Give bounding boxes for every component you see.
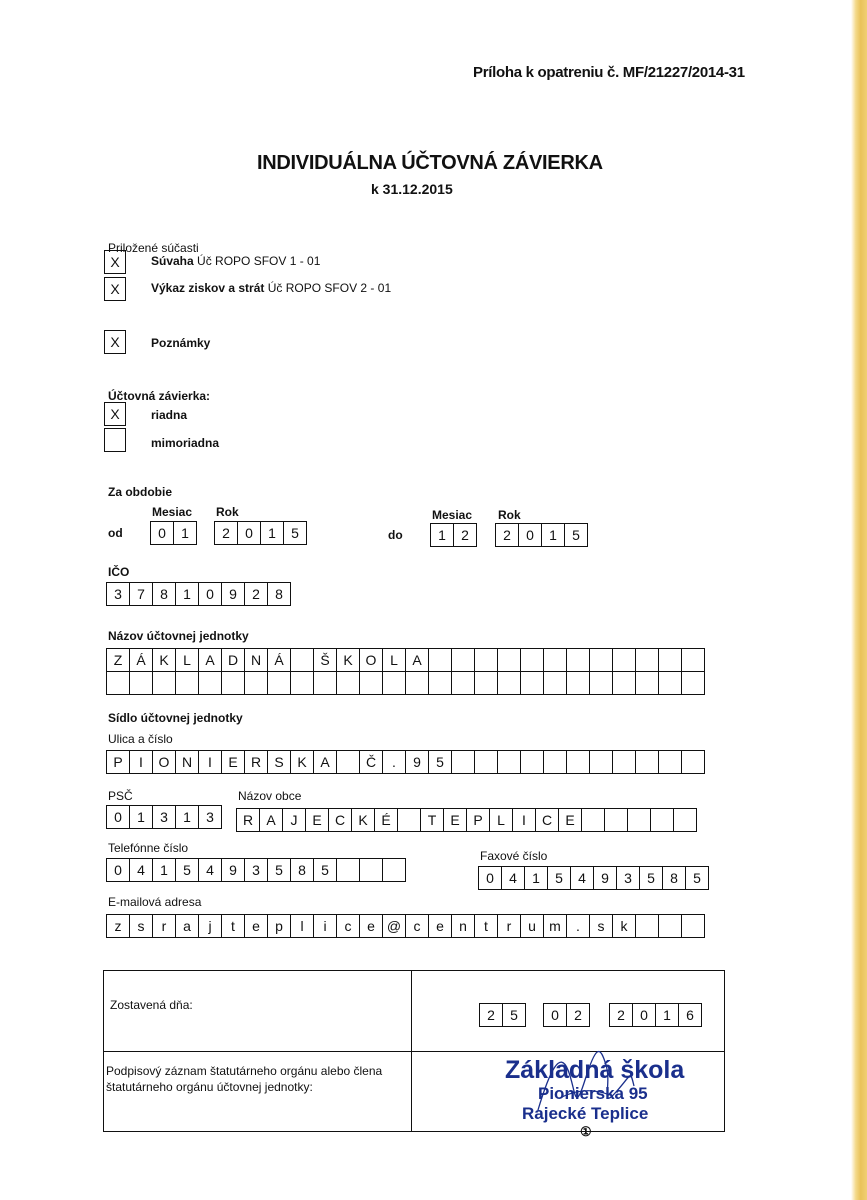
phone-label: Telefónne číslo [108,841,189,855]
closing-regular-checkbox[interactable]: X [104,402,126,426]
email-cells-cell[interactable]: . [566,914,590,938]
unit-name-row-1-cell[interactable]: Š [313,648,337,672]
psc-cells-cell[interactable]: 1 [175,805,199,829]
email-cells-cell[interactable]: j [198,914,222,938]
psc-label: PSČ [108,789,133,803]
street-cells-cell[interactable]: E [221,750,245,774]
attachment-checkbox-balance[interactable]: X [104,250,126,274]
compiled-day-cells-cell[interactable]: 5 [502,1003,526,1027]
psc-cells-cell[interactable]: 3 [152,805,176,829]
to-label: do [388,528,403,542]
unit-name-row-2-cell[interactable] [175,671,199,695]
email-cells-cell[interactable]: s [129,914,153,938]
unit-name-row-2-cell[interactable] [497,671,521,695]
town-cells-cell[interactable] [397,808,421,832]
to-month-cells[interactable] [430,523,477,547]
unit-name-row-2-cell[interactable] [244,671,268,695]
from-month-cells-cell[interactable]: 1 [173,521,197,545]
stamp-line-2: Pionierska 95 [538,1084,648,1103]
email-label: E-mailová adresa [108,895,202,909]
from-month-cells[interactable] [150,521,197,545]
psc-cells-cell[interactable]: 1 [129,805,153,829]
unit-name-row-2-cell[interactable] [359,671,383,695]
unit-name-label: Názov účtovnej jednotky [108,629,249,643]
fax-cells-cell[interactable]: 9 [593,866,617,890]
ico-cells-cell[interactable]: 1 [175,582,199,606]
to-year-cells-cell[interactable]: 5 [564,523,588,547]
attachment-form-profit-loss: Úč ROPO SFOV 2 - 01 [267,281,392,295]
street-cells-cell[interactable]: Č [359,750,383,774]
town-cells-cell[interactable]: L [489,808,513,832]
to-year-cells[interactable] [495,523,588,547]
from-month-label: Mesiac [152,505,193,519]
email-cells-cell[interactable]: m [543,914,567,938]
fax-cells-cell[interactable]: 0 [478,866,502,890]
street-cells-cell[interactable] [520,750,544,774]
to-year-cells-cell[interactable]: 2 [495,523,519,547]
email-cells-cell[interactable]: @ [382,914,406,938]
street-cells[interactable] [106,750,705,774]
town-cells-cell[interactable]: E [558,808,582,832]
ico-cells-cell[interactable]: 8 [152,582,176,606]
fax-cells-cell[interactable]: 1 [524,866,548,890]
street-cells-cell[interactable]: R [244,750,268,774]
unit-name-row-1-cell[interactable] [428,648,452,672]
email-cells-cell[interactable]: r [152,914,176,938]
town-cells-cell[interactable]: P [466,808,490,832]
unit-name-row-2-cell[interactable] [658,671,682,695]
unit-name-row-1-cell[interactable]: K [152,648,176,672]
compiled-year-cells-cell[interactable]: 6 [678,1003,702,1027]
document-date: k 31.12.2015 [371,181,453,197]
unit-name-row-1-cell[interactable] [658,648,682,672]
phone-cells-cell[interactable]: 5 [313,858,337,882]
email-cells-cell[interactable]: t [474,914,498,938]
unit-name-row-2-cell[interactable] [612,671,636,695]
street-cells-cell[interactable] [635,750,659,774]
attachments-label: Priložené súčasti [108,241,199,255]
unit-name-row-2-cell[interactable] [405,671,429,695]
town-cells-cell[interactable] [627,808,651,832]
ico-cells-cell[interactable]: 2 [244,582,268,606]
unit-name-row-2-cell[interactable] [635,671,659,695]
document-title: INDIVIDUÁLNA ÚČTOVNÁ ZÁVIERKA [257,152,603,174]
town-cells-cell[interactable]: C [328,808,352,832]
from-year-cells[interactable] [214,521,307,545]
town-label: Názov obce [238,789,302,803]
phone-cells-cell[interactable]: 4 [129,858,153,882]
signoff-column-divider [411,971,412,1131]
email-cells-cell[interactable] [635,914,659,938]
unit-name-row-2-cell[interactable] [520,671,544,695]
from-year-cells-cell[interactable]: 0 [237,521,261,545]
attachment-label-profit-loss [151,281,391,295]
from-month-cells-cell[interactable]: 0 [150,521,174,545]
street-cells-cell[interactable] [543,750,567,774]
phone-cells-cell[interactable] [359,858,383,882]
street-cells-cell[interactable]: K [290,750,314,774]
from-year-label: Rok [216,505,239,519]
town-cells-cell[interactable]: R [236,808,260,832]
ico-cells-cell[interactable]: 8 [267,582,291,606]
fax-cells[interactable] [478,866,709,890]
town-cells-cell[interactable]: T [420,808,444,832]
street-cells-cell[interactable]: I [198,750,222,774]
from-year-cells-cell[interactable]: 1 [260,521,284,545]
unit-name-row-1-cell[interactable]: L [382,648,406,672]
email-cells-cell[interactable]: l [290,914,314,938]
email-cells-cell[interactable]: e [359,914,383,938]
fax-label: Faxové číslo [480,849,548,863]
signature-label: Podpisový záznam štatutárneho orgánu alebo člena štatutárneho orgánu účtovnej jednotky: [106,1064,383,1094]
psc-cells[interactable] [106,805,222,829]
unit-name-row-1-cell[interactable]: A [198,648,222,672]
attachment-title-notes: Poznámky [151,336,211,350]
town-cells-cell[interactable]: E [305,808,329,832]
phone-cells-cell[interactable]: 0 [106,858,130,882]
email-cells-cell[interactable]: e [244,914,268,938]
unit-name-row-2-cell[interactable] [589,671,613,695]
ico-label: IČO [108,565,130,579]
unit-name-row-2-cell[interactable] [106,671,130,695]
compiled-day-cells[interactable] [479,1003,526,1027]
compiled-year-cells-cell[interactable]: 2 [609,1003,633,1027]
email-cells-cell[interactable]: c [336,914,360,938]
street-cells-cell[interactable]: 9 [405,750,429,774]
street-cells-cell[interactable]: N [175,750,199,774]
unit-name-row-1-cell[interactable] [497,648,521,672]
town-cells-cell[interactable] [673,808,697,832]
unit-name-row-1-cell[interactable] [681,648,705,672]
unit-name-row-1-cell[interactable] [474,648,498,672]
stamp-line-1: Základná škola [505,1056,685,1084]
email-cells-cell[interactable]: k [612,914,636,938]
phone-cells-cell[interactable]: 5 [267,858,291,882]
email-cells-cell[interactable]: e [428,914,452,938]
attachment-form-balance: Úč ROPO SFOV 1 - 01 [197,254,321,268]
unit-name-row-1-cell[interactable] [612,648,636,672]
attachment-title-profit-loss: Výkaz ziskov a strát [151,281,265,295]
town-cells-cell[interactable] [650,808,674,832]
from-label: od [108,526,123,540]
email-cells-cell[interactable]: r [497,914,521,938]
town-cells-cell[interactable]: J [282,808,306,832]
street-cells-cell[interactable] [336,750,360,774]
town-cells-cell[interactable] [604,808,628,832]
fax-cells-cell[interactable]: 5 [547,866,571,890]
closing-type-label: Účtovná závierka: [108,389,211,403]
attachment-checkbox-profit-loss[interactable]: X [104,277,126,301]
unit-name-row-1-cell[interactable] [566,648,590,672]
street-cells-cell[interactable] [612,750,636,774]
unit-name-row-2-cell[interactable] [543,671,567,695]
unit-name-row-1-cell[interactable]: D [221,648,245,672]
compiled-month-cells[interactable] [543,1003,590,1027]
closing-extraordinary-checkbox[interactable] [104,428,126,452]
unit-name-row-2-cell[interactable] [451,671,475,695]
street-cells-cell[interactable]: 5 [428,750,452,774]
compiled-day-cells-cell[interactable]: 2 [479,1003,503,1027]
street-cells-cell[interactable]: A [313,750,337,774]
unit-name-row-2-cell[interactable] [221,671,245,695]
unit-name-row-2-cell[interactable] [313,671,337,695]
street-cells-cell[interactable] [451,750,475,774]
town-cells-cell[interactable]: É [374,808,398,832]
unit-name-row-1-cell[interactable]: K [336,648,360,672]
unit-name-row-1-cell[interactable]: O [359,648,383,672]
town-cells-cell[interactable]: I [512,808,536,832]
compiled-year-cells-cell[interactable]: 0 [632,1003,656,1027]
to-month-label: Mesiac [432,508,473,522]
unit-name-row-2[interactable] [106,671,705,695]
town-cells-cell[interactable]: C [535,808,559,832]
ico-cells-cell[interactable]: 7 [129,582,153,606]
phone-cells-cell[interactable]: 5 [175,858,199,882]
email-cells-cell[interactable]: t [221,914,245,938]
unit-name-row-2-cell[interactable] [382,671,406,695]
to-year-label: Rok [498,508,521,522]
unit-name-row-2-cell[interactable] [428,671,452,695]
email-cells-cell[interactable] [658,914,682,938]
annex-reference: Príloha k opatreniu č. MF/21227/2014-31 [473,64,745,81]
email-cells-cell[interactable]: a [175,914,199,938]
unit-name-row-2-cell[interactable] [681,671,705,695]
street-cells-cell[interactable] [474,750,498,774]
fax-cells-cell[interactable]: 5 [639,866,663,890]
phone-cells-cell[interactable] [336,858,360,882]
street-label: Ulica a číslo [108,732,173,746]
town-cells-cell[interactable] [581,808,605,832]
email-cells-cell[interactable]: n [451,914,475,938]
to-month-cells-cell[interactable]: 1 [430,523,454,547]
street-cells-cell[interactable]: O [152,750,176,774]
phone-cells-cell[interactable]: 9 [221,858,245,882]
unit-name-row-1-cell[interactable] [543,648,567,672]
ico-cells[interactable] [106,582,291,606]
handwritten-signature [530,1040,640,1130]
street-cells-cell[interactable] [566,750,590,774]
fax-cells-cell[interactable]: 8 [662,866,686,890]
period-label: Za obdobie [108,485,172,499]
unit-name-row-1-cell[interactable]: N [244,648,268,672]
ico-cells-cell[interactable]: 9 [221,582,245,606]
email-cells-cell[interactable]: s [589,914,613,938]
attachment-checkbox-notes[interactable]: X [104,330,126,354]
unit-name-row-2-cell[interactable] [474,671,498,695]
street-cells-cell[interactable] [658,750,682,774]
compiled-month-cells-cell[interactable]: 0 [543,1003,567,1027]
stamp-line-3: Rajecké Teplice [522,1104,649,1123]
town-cells[interactable] [236,808,697,832]
psc-cells-cell[interactable]: 0 [106,805,130,829]
town-cells-cell[interactable]: A [259,808,283,832]
unit-name-row-1-cell[interactable]: L [175,648,199,672]
psc-cells-cell[interactable]: 3 [198,805,222,829]
fax-cells-cell[interactable]: 4 [501,866,525,890]
street-cells-cell[interactable]: I [129,750,153,774]
email-cells-cell[interactable]: u [520,914,544,938]
scan-edge [851,0,867,1200]
street-cells-cell[interactable]: P [106,750,130,774]
seat-label: Sídlo účtovnej jednotky [108,711,243,725]
unit-name-row-2-cell[interactable] [198,671,222,695]
phone-cells[interactable] [106,858,406,882]
phone-cells-cell[interactable]: 4 [198,858,222,882]
street-cells-cell[interactable] [681,750,705,774]
to-month-cells-cell[interactable]: 2 [453,523,477,547]
email-cells-cell[interactable]: c [405,914,429,938]
email-cells[interactable] [106,914,705,938]
stamp-mark: ① [580,1124,592,1139]
attachment-label-balance [151,254,320,268]
unit-name-row-2-cell[interactable] [152,671,176,695]
street-cells-cell[interactable]: S [267,750,291,774]
unit-name-row-1-cell[interactable] [290,648,314,672]
street-cells-cell[interactable] [589,750,613,774]
unit-name-row-1-cell[interactable]: A [405,648,429,672]
town-cells-cell[interactable]: E [443,808,467,832]
fax-cells-cell[interactable]: 5 [685,866,709,890]
email-cells-cell[interactable]: z [106,914,130,938]
email-cells-cell[interactable] [681,914,705,938]
unit-name-row-1-cell[interactable] [635,648,659,672]
unit-name-row-1-cell[interactable]: Á [129,648,153,672]
fax-cells-cell[interactable]: 3 [616,866,640,890]
phone-cells-cell[interactable]: 1 [152,858,176,882]
street-cells-cell[interactable] [497,750,521,774]
email-cells-cell[interactable]: i [313,914,337,938]
email-cells-cell[interactable]: p [267,914,291,938]
unit-name-row-1-cell[interactable]: Z [106,648,130,672]
unit-name-row-2-cell[interactable] [566,671,590,695]
street-cells-cell[interactable]: . [382,750,406,774]
ico-cells-cell[interactable]: 0 [198,582,222,606]
unit-name-row-2-cell[interactable] [290,671,314,695]
phone-cells-cell[interactable]: 3 [244,858,268,882]
unit-name-row-2-cell[interactable] [267,671,291,695]
fax-cells-cell[interactable]: 4 [570,866,594,890]
compiled-year-cells[interactable] [609,1003,702,1027]
unit-name-row-1[interactable] [106,648,705,672]
unit-name-row-1-cell[interactable] [520,648,544,672]
unit-name-row-1-cell[interactable] [451,648,475,672]
phone-cells-cell[interactable] [382,858,406,882]
unit-name-row-1-cell[interactable] [589,648,613,672]
compiled-date-label: Zostavená dňa: [110,998,193,1012]
compiled-month-cells-cell[interactable]: 2 [566,1003,590,1027]
closing-extraordinary-label: mimoriadna [151,436,220,450]
compiled-year-cells-cell[interactable]: 1 [655,1003,679,1027]
ico-cells-cell[interactable]: 3 [106,582,130,606]
town-cells-cell[interactable]: K [351,808,375,832]
unit-name-row-2-cell[interactable] [336,671,360,695]
from-year-cells-cell[interactable]: 2 [214,521,238,545]
attachment-title-balance: Súvaha [151,254,194,268]
unit-name-row-1-cell[interactable]: Á [267,648,291,672]
closing-regular-label: riadna [151,408,188,422]
from-year-cells-cell[interactable]: 5 [283,521,307,545]
to-year-cells-cell[interactable]: 1 [541,523,565,547]
unit-name-row-2-cell[interactable] [129,671,153,695]
phone-cells-cell[interactable]: 8 [290,858,314,882]
to-year-cells-cell[interactable]: 0 [518,523,542,547]
